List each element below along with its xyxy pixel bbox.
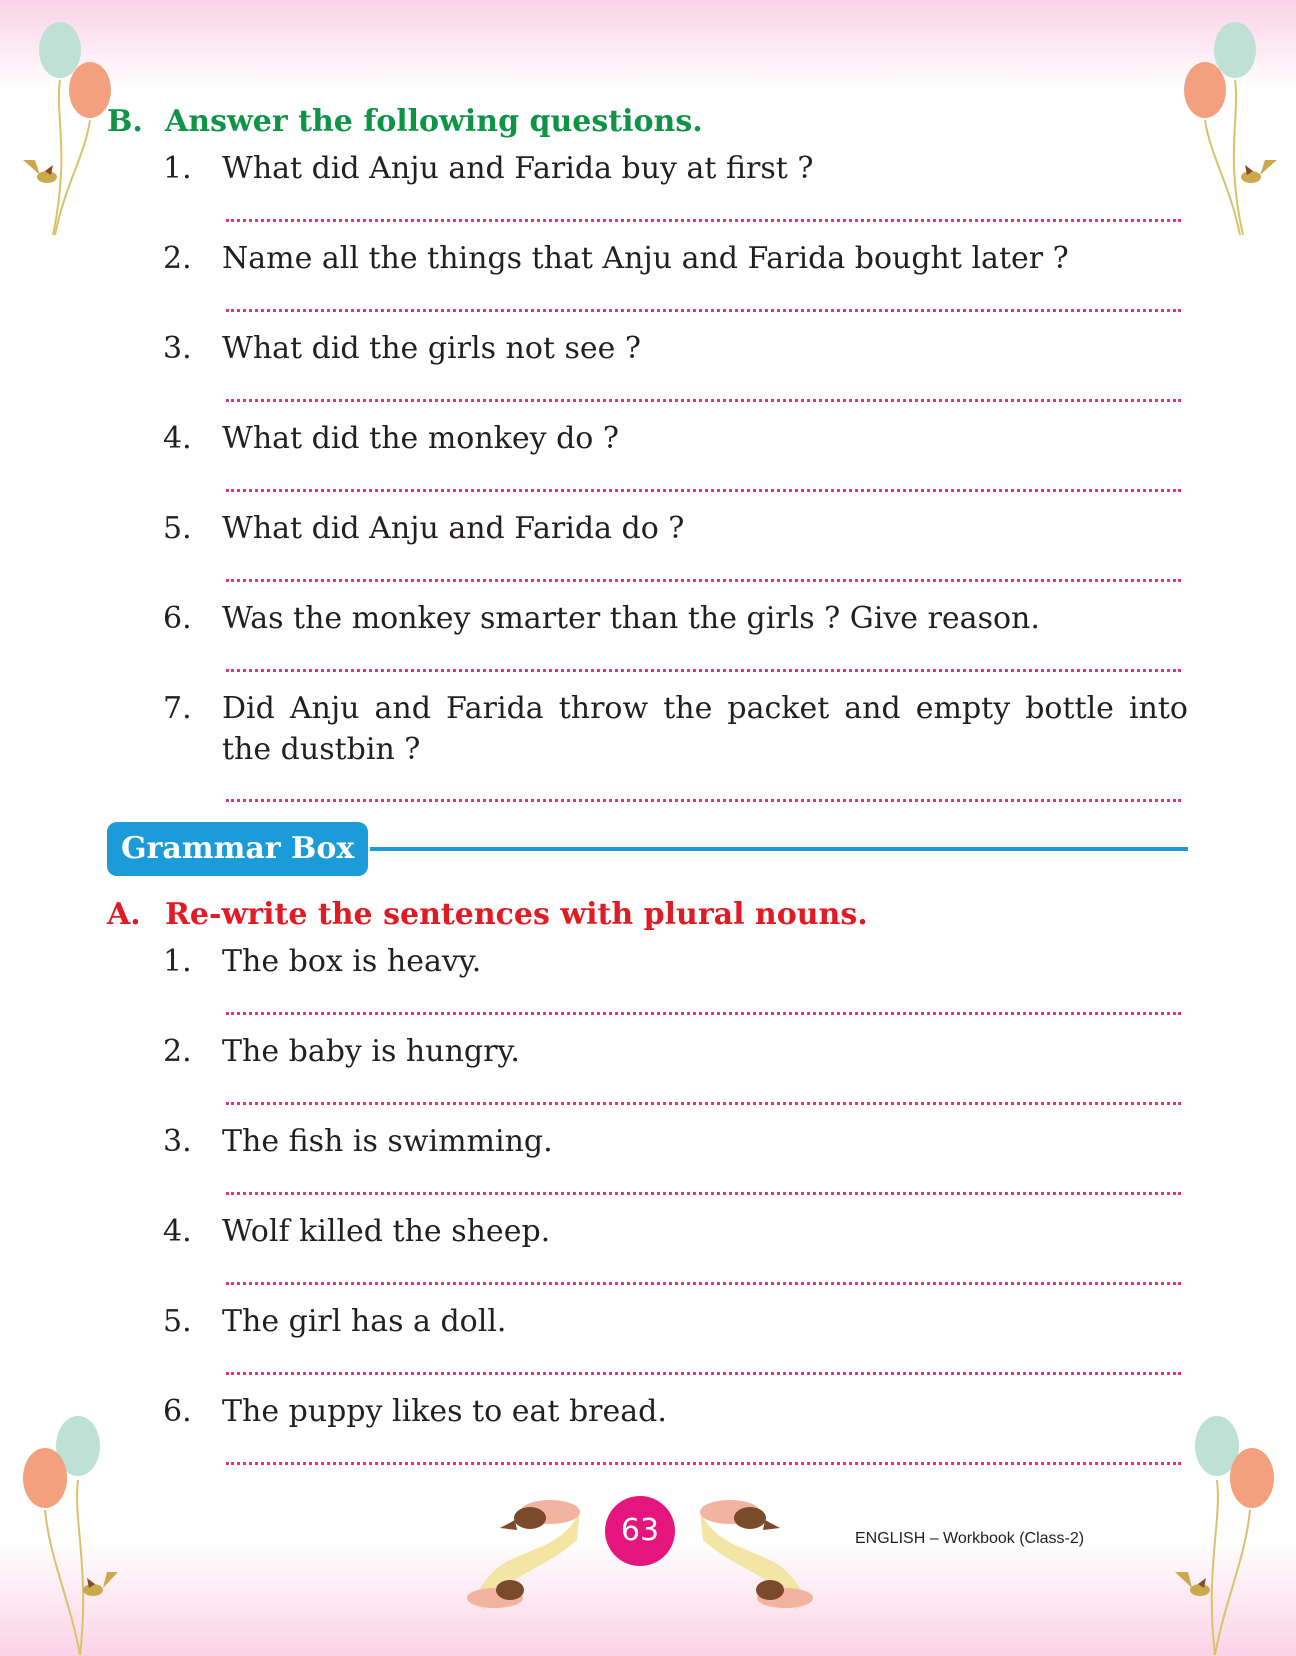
question-text: Name all the things that Anju and Farida bought later ? xyxy=(222,241,1069,276)
balloons-bottom-left-icon xyxy=(15,1410,125,1655)
section-b-heading xyxy=(107,104,703,139)
answer-line[interactable] xyxy=(226,669,1181,672)
question-number: 5. xyxy=(163,511,192,546)
birds-ribbon-right-icon xyxy=(695,1490,825,1615)
answer-line[interactable] xyxy=(226,1012,1181,1015)
section-a-heading xyxy=(107,897,868,932)
question-text: What did Anju and Farida do ? xyxy=(222,511,685,546)
footer-book-title: ENGLISH – Workbook (Class-2) xyxy=(855,1530,1085,1547)
answer-line[interactable] xyxy=(226,1372,1181,1375)
answer-line[interactable] xyxy=(226,1102,1181,1105)
sentence-number: 3. xyxy=(163,1124,192,1159)
question-number: 3. xyxy=(163,331,192,366)
sentence-text: The box is heavy. xyxy=(222,944,482,979)
sentence-number: 5. xyxy=(163,1304,192,1339)
sentence-number: 6. xyxy=(163,1394,192,1429)
question-text: Was the monkey smarter than the girls ? Give reason. xyxy=(222,601,1040,636)
sentence-number: 2. xyxy=(163,1034,192,1069)
answer-line[interactable] xyxy=(226,219,1181,222)
grammar-box-label: Grammar Box xyxy=(107,822,368,876)
section-b-title: Answer the following questions. xyxy=(165,104,703,139)
question-number: 1. xyxy=(163,151,192,186)
question-number: 7. xyxy=(163,691,192,726)
answer-line[interactable] xyxy=(226,489,1181,492)
question-text: What did the girls not see ? xyxy=(222,331,642,366)
answer-line[interactable] xyxy=(226,1462,1181,1465)
sentence-number: 1. xyxy=(163,944,192,979)
question-text: What did the monkey do ? xyxy=(222,421,619,456)
question-number: 4. xyxy=(163,421,192,456)
grammar-box-divider xyxy=(370,847,1188,851)
question-text: What did Anju and Farida buy at first ? xyxy=(222,151,814,186)
question-number: 6. xyxy=(163,601,192,636)
question-number: 2. xyxy=(163,241,192,276)
answer-line[interactable] xyxy=(226,1282,1181,1285)
sentence-text: Wolf killed the sheep. xyxy=(222,1214,551,1249)
sentence-text: The fish is swimming. xyxy=(222,1124,553,1159)
answer-line[interactable] xyxy=(226,579,1181,582)
question-text: Did Anju and Farida throw the packet and empty bottle into the dustbin ? xyxy=(222,691,1188,767)
answer-line[interactable] xyxy=(226,799,1181,802)
page-number-badge: 63 xyxy=(605,1496,675,1566)
section-a-letter: A. xyxy=(107,897,141,932)
answer-line[interactable] xyxy=(226,309,1181,312)
birds-ribbon-left-icon xyxy=(455,1490,585,1615)
section-a-title: Re-write the sentences with plural nouns. xyxy=(165,897,868,932)
sentence-text: The baby is hungry. xyxy=(222,1034,520,1069)
section-b-letter: B. xyxy=(107,104,143,139)
answer-line[interactable] xyxy=(226,399,1181,402)
balloons-bottom-right-icon xyxy=(1170,1410,1285,1655)
sentence-text: The puppy likes to eat bread. xyxy=(222,1394,667,1429)
answer-line[interactable] xyxy=(226,1192,1181,1195)
sentence-text: The girl has a doll. xyxy=(222,1304,507,1339)
balloons-top-right-icon xyxy=(1175,15,1285,240)
sentence-number: 4. xyxy=(163,1214,192,1249)
